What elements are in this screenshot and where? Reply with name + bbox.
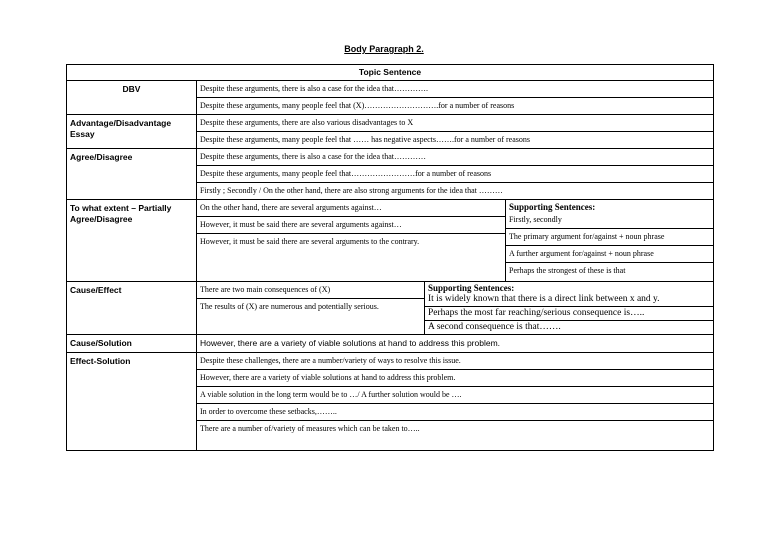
agree-line-2: Despite these arguments, many people feel that……………………for a number of reasons [197, 166, 713, 183]
cause-effect-supporting-title: Supporting Sentences: [428, 283, 515, 293]
row-label-agree: Agree/Disagree [67, 149, 197, 200]
cause-effect-supporting-3: A second consequence is that……. [428, 322, 561, 332]
cause-effect-line-2: The results of (X) are numerous and potentially serious. [200, 302, 379, 311]
extent-line-1: On the other hand, there are several arguments against… [197, 200, 505, 217]
extent-supporting-3: A further argument for/against + noun phrase [506, 246, 713, 263]
extent-line-3: However, it must be said there are several arguments to the contrary. [200, 237, 420, 246]
advantage-cell [197, 115, 714, 149]
effect-solution-line-4: In order to overcome these setbacks,…….. [197, 404, 713, 421]
agree-cell [197, 149, 714, 200]
cause-solution-cell [197, 335, 714, 353]
effect-solution-line-5: There are a number of/variety of measures which can be taken to….. [200, 424, 420, 433]
topic-sentence-table [66, 64, 714, 451]
cause-solution-text: However, there are a variety of viable solutions at hand to address this problem. [200, 338, 501, 348]
effect-solution-cell [197, 353, 714, 451]
row-label-cause-effect: Cause/Effect [67, 282, 197, 335]
row-label-cause-solution: Cause/Solution [67, 335, 197, 353]
table-header: Topic Sentence [67, 65, 714, 81]
dbv-cell [197, 81, 714, 115]
cause-effect-supporting-2: Perhaps the most far reaching/serious consequence is….. [425, 307, 713, 321]
extent-supporting-1: Firstly, secondly [506, 212, 713, 229]
row-label-dbv: DBV [67, 81, 197, 115]
extent-line-2: However, it must be said there are several arguments against… [197, 217, 505, 234]
row-label-effect-solution: Effect-Solution [67, 353, 197, 451]
effect-solution-line-3: A viable solution in the long term would be to …/ A further solution would be …. [197, 387, 713, 404]
page-title: Body Paragraph 2. [344, 44, 424, 54]
cause-effect-cell [197, 282, 425, 335]
extent-supporting-cell [506, 200, 714, 282]
cause-effect-line-1: There are two main consequences of (X) [197, 282, 424, 299]
advantage-line-1: Despite these arguments, there are also various disadvantages to X [197, 115, 713, 132]
cause-effect-supporting-1: It is widely known that there is a direct link between x and y. [425, 293, 713, 307]
cause-effect-supporting-cell [425, 282, 714, 335]
extent-supporting-2: The primary argument for/against + noun phrase [506, 229, 713, 246]
agree-line-3: Firstly ; Secondly / On the other hand, there are also strong arguments for the idea that ……… [200, 186, 503, 195]
dbv-line-2: Despite these arguments, many people feel that (X)……………………….for a number of reasons [200, 101, 515, 110]
advantage-line-2: Despite these arguments, many people feel that …… has negative aspects…….for a number of reasons [200, 135, 530, 144]
extent-supporting-4: Perhaps the strongest of these is that [509, 266, 626, 275]
extent-supporting-title: Supporting Sentences: [509, 202, 596, 212]
effect-solution-line-1: Despite these challenges, there are a number/variety of ways to resolve this issue. [197, 353, 713, 370]
row-label-extent: To what extent – Partially Agree/Disagree [67, 200, 197, 282]
agree-line-1: Despite these arguments, there is also a case for the idea that………… [197, 149, 713, 166]
row-label-advantage: Advantage/Disadvantage Essay [67, 115, 197, 149]
effect-solution-line-2: However, there are a variety of viable solutions at hand to address this problem. [197, 370, 713, 387]
dbv-line-1: Despite these arguments, there is also a case for the idea that…………. [197, 81, 713, 98]
extent-cell [197, 200, 506, 282]
